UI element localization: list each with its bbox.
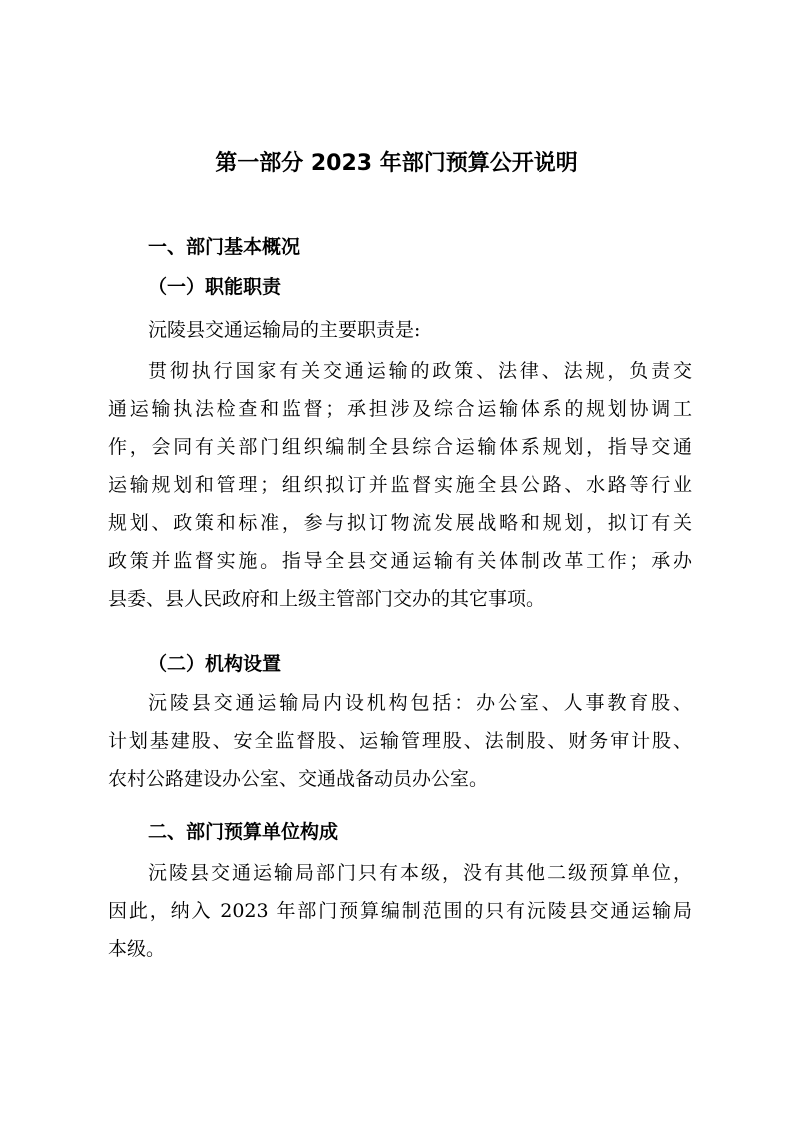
paragraph-line: 通运输执法检查和监督；承担涉及综合运输体系的规划协调工 (108, 398, 692, 420)
paragraph-line: 计划基建股、安全监督股、运输管理股、法制股、财务审计股、 (108, 730, 692, 752)
subsection-heading-organization: （二）机构设置 (148, 653, 282, 675)
paragraph-line: 规划、政策和标准，参与拟订物流发展战略和规划，拟订有关 (108, 512, 692, 534)
organization-paragraph (108, 684, 692, 798)
paragraph-line: 运输规划和管理；组织拟订并监督实施全县公路、水路等行业 (108, 474, 692, 496)
paragraph-line: 沅陵县交通运输局内设机构包括：办公室、人事教育股、 (148, 692, 692, 714)
budget-units-paragraph (108, 854, 692, 968)
section-heading-budget-units: 二、部门预算单位构成 (148, 821, 339, 843)
paragraph-line: 贯彻执行国家有关交通运输的政策、法律、法规，负责交 (148, 360, 692, 382)
paragraph-line: 本级。 (108, 938, 166, 960)
paragraph-line: 作，会同有关部门组织编制全县综合运输体系规划，指导交通 (108, 436, 692, 458)
subsection-heading-duties: （一）职能职责 (148, 276, 282, 298)
duties-intro (108, 311, 692, 349)
duties-intro-line: 沅陵县交通运输局的主要职责是: (148, 319, 421, 341)
page-title: 第一部分 2023 年部门预算公开说明 (215, 151, 578, 176)
paragraph-line: 农村公路建设办公室、交通战备动员办公室。 (108, 768, 489, 790)
paragraph-line: 沅陵县交通运输局部门只有本级，没有其他二级预算单位， (148, 862, 692, 884)
section-heading-basic-overview: 一、部门基本概况 (148, 236, 301, 258)
duties-paragraph (108, 352, 692, 618)
paragraph-line: 因此，纳入 2023 年部门预算编制范围的只有沅陵县交通运输局 (108, 900, 692, 922)
paragraph-line: 县委、县人民政府和上级主管部门交办的其它事项。 (108, 588, 546, 610)
paragraph-line: 政策并监督实施。指导全县交通运输有关体制改革工作；承办 (108, 550, 692, 572)
